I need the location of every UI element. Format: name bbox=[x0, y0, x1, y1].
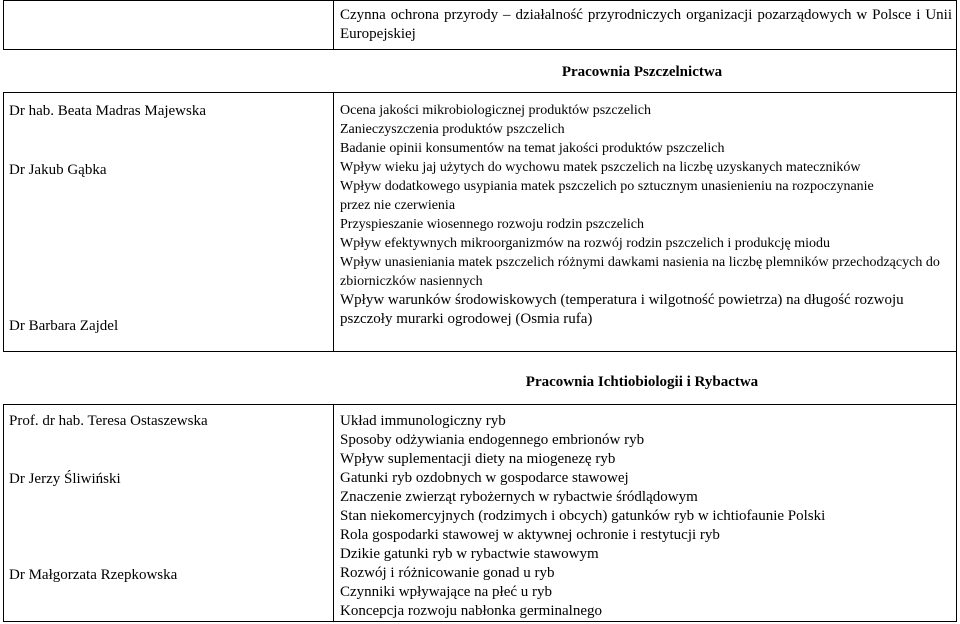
topic-item: Gatunki ryb ozdobnych w gospodarce stawowej bbox=[340, 470, 629, 486]
document-title: Czynna ochrona przyrody – działalność przyrodniczych organizacji pozarządowych w Polsce i Unii Europejskiej bbox=[340, 7, 952, 42]
topic-item: Zanieczyszczenia produktów pszczelich bbox=[340, 122, 565, 137]
topic-item: Wpływ efektywnych mikroorganizmów na rozwój rodzin pszczelich i produkcję miodu bbox=[340, 236, 830, 251]
topic-item: Dzikie gatunki ryb w rybactwie stawowym bbox=[340, 546, 599, 562]
topic-item: Ocena jakości mikrobiologicznej produktów pszczelich bbox=[340, 103, 652, 118]
topic-item: Wpływ dodatkowego usypiania matek pszczelich po sztucznym unasienieniu na rozpoczynanie przez nie czerwienia bbox=[340, 179, 874, 213]
topic-item: Rozwój i różnicowanie gonad u ryb bbox=[340, 565, 555, 581]
topic-item: Znaczenie zwierząt rybożernych w rybactwie śródlądowym bbox=[340, 489, 698, 505]
topic-item: Koncepcja rozwoju nabłonka germinalnego bbox=[340, 603, 602, 619]
topic-item: Rola gospodarki stawowej w aktywnej ochronie i restytucji ryb bbox=[340, 527, 720, 543]
topics-list-ichtiobiologia bbox=[340, 412, 950, 621]
person-6: Dr Małgorzata Rzepkowska bbox=[9, 567, 178, 583]
topic-item: Wpływ suplementacji diety na miogenezę ryb bbox=[340, 451, 616, 467]
person-4: Prof. dr hab. Teresa Ostaszewska bbox=[9, 413, 208, 429]
person-1: Dr hab. Beata Madras Majewska bbox=[9, 103, 207, 119]
topics-list-pszczelnictwo bbox=[340, 101, 950, 329]
section-title-pszczelnictwo: Pracownia Pszczelnictwa bbox=[561, 64, 723, 80]
section-title-ichtiobiologia: Pracownia Ichtiobiologii i Rybactwa bbox=[525, 374, 759, 390]
person-5: Dr Jerzy Śliwiński bbox=[9, 471, 121, 487]
topic-item: Sposoby odżywiania endogennego embrionów ryb bbox=[340, 432, 645, 448]
person-3: Dr Barbara Zajdel bbox=[9, 318, 119, 334]
topic-item: Wpływ wieku jaj użytych do wychowu matek pszczelich na liczbę uzyskanych mateczników bbox=[340, 160, 861, 175]
topic-item: Wpływ unasieniania matek pszczelich różnymi dawkami nasienia na liczbę plemników przechodzących do zbiorniczków nasiennych bbox=[340, 255, 940, 289]
topic-item: Badanie opinii konsumentów na temat jakości produktów pszczelich bbox=[340, 141, 725, 156]
topic-item: Stan niekomercyjnych (rodzimych i obcych) gatunków ryb w ichtiofaunie Polski bbox=[340, 508, 826, 524]
topic-item: Przyspieszanie wiosennego rozwoju rodzin pszczelich bbox=[340, 217, 645, 232]
topic-item: Układ immunologiczny ryb bbox=[340, 413, 506, 429]
topic-item: Wpływ warunków środowiskowych (temperatura i wilgotność powietrza) na długość rozwoju pszczoły murarki ogrodowej (Osmia rufa) bbox=[340, 292, 904, 327]
person-2: Dr Jakub Gąbka bbox=[9, 162, 107, 178]
topic-item: Czynniki wpływające na płeć u ryb bbox=[340, 584, 553, 600]
